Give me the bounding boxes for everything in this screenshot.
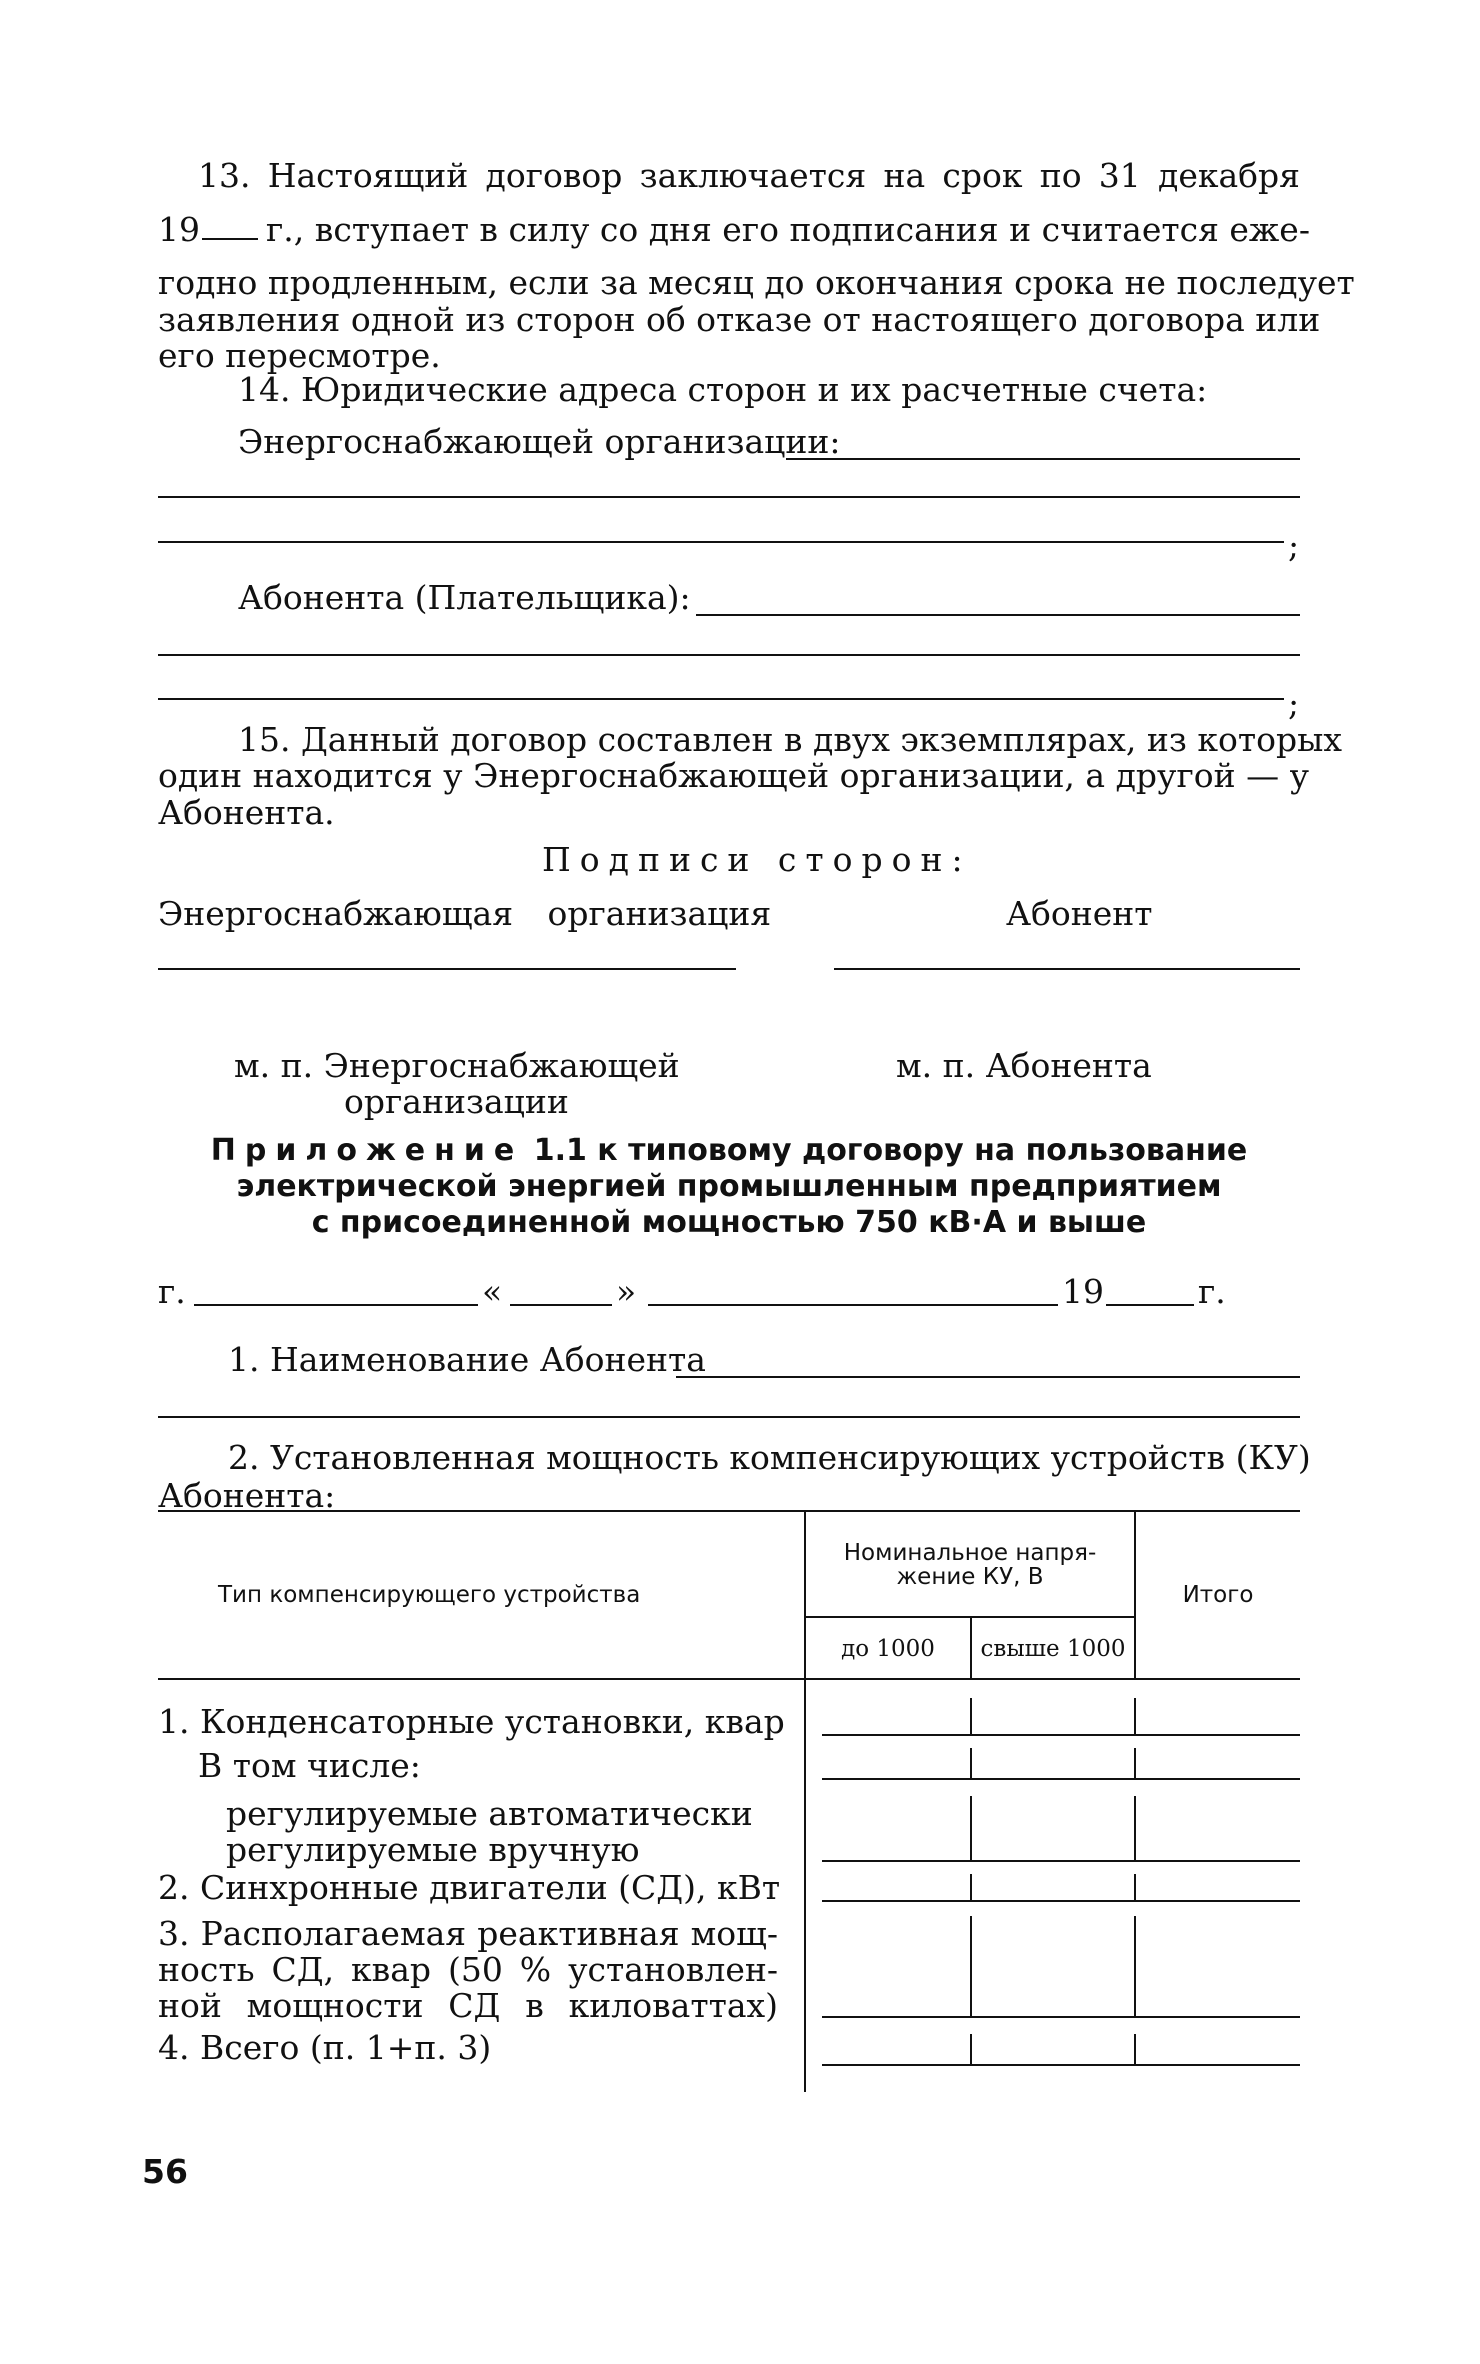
cell-rule-row-1b: [822, 1860, 1300, 1862]
clause-15-line-2: один находится у Энергоснабжающей организации, а другой — у: [158, 756, 1309, 795]
signatures-heading: Подписи сторон:: [542, 840, 972, 879]
table-row-manual-regulated: регулируемые вручную: [226, 1830, 640, 1869]
cell-divider-a-1b: [970, 1796, 972, 1860]
table-row-total: 4. Всего (п. 1+п. 3): [158, 2028, 492, 2067]
cell-divider-a-1a: [970, 1748, 972, 1778]
item-2-line-2: Абонента:: [158, 1476, 336, 1515]
clause-13-line-4: заявления одной из сторон об отказе от настоящего договора или: [158, 300, 1321, 339]
cell-divider-a-1: [970, 1698, 972, 1734]
clause-14-heading: 14. Юридические адреса сторон и их расчетные счета:: [238, 370, 1208, 409]
subscriber-stamp: м. п. Абонента: [896, 1046, 1152, 1085]
supplier-address-label: Энергоснабжающей организации:: [238, 422, 841, 461]
cell-rule-row-3: [822, 2016, 1300, 2018]
supplier-address-line-2: [158, 496, 1300, 498]
cell-divider-b-3: [1134, 1916, 1136, 2016]
clause-13-line-5: его пересмотре.: [158, 336, 441, 375]
subscriber-name-line-1: [676, 1376, 1300, 1378]
supplier-signature-line: [158, 968, 736, 970]
supplier-stamp-line-1: м. п. Энергоснабжающей: [234, 1046, 680, 1085]
item-1-subscriber-name: 1. Наименование Абонента: [228, 1340, 706, 1379]
appendix-title-line-2: электрической энергией промышленным предприятием: [236, 1169, 1222, 1204]
table-row-reactive-power-1: 3. Располагаемая реактивная мощ-: [158, 1914, 778, 1953]
document-page: [142, 0, 1355, 2364]
table-row-capacitor-units: 1. Конденсаторные установки, квар: [158, 1702, 785, 1741]
supplier-address-line-3: [158, 541, 1284, 543]
appendix-title-word: Приложение: [210, 1133, 524, 1168]
date-year-prefix: 19: [1062, 1272, 1104, 1311]
clause-13-line-3: годно продленным, если за месяц до окончания срока не последует: [158, 263, 1355, 302]
subscriber-signature-label: Абонент: [1006, 894, 1153, 933]
table-header-under-1000: до 1000: [841, 1636, 935, 1662]
date-month-line: [648, 1304, 1058, 1306]
year-blank-line: [202, 238, 258, 240]
subscriber-signature-line: [834, 968, 1300, 970]
supplier-signature-label: Энергоснабжающая организация: [158, 894, 772, 933]
subscriber-semicolon: ;: [1288, 684, 1300, 723]
table-row-reactive-power-3: ной мощности СД в киловаттах): [158, 1986, 778, 2025]
subscriber-address-line-1: [696, 614, 1300, 616]
date-quote-open: «: [482, 1272, 503, 1311]
subscriber-address-line-3: [158, 698, 1284, 700]
cell-divider-b-1a: [1134, 1748, 1136, 1778]
table-row-reactive-power-2: ность СД, квар (50 % установлен-: [158, 1950, 778, 1989]
supplier-stamp-line-2: организации: [344, 1082, 569, 1121]
table-top-rule: [158, 1510, 1300, 1512]
cell-divider-a-4: [970, 2034, 972, 2064]
table-header-voltage-line-1: Номинальное напря-: [843, 1540, 1097, 1566]
date-year-line: [1106, 1304, 1194, 1306]
appendix-title-line-3: с присоединенной мощностью 750 кВ·А и выше: [311, 1205, 1147, 1240]
supplier-address-line-1: [786, 458, 1300, 460]
subscriber-name-line-2: [158, 1416, 1300, 1418]
supplier-semicolon: ;: [1288, 526, 1300, 565]
date-city-line: [194, 1304, 478, 1306]
table-header-type: Тип компенсирующего устройства: [218, 1582, 641, 1608]
cell-divider-b-4: [1134, 2034, 1136, 2064]
cell-divider-b-1: [1134, 1698, 1136, 1734]
clause-13-line-2: г., вступает в силу со дня его подписания и считается еже-: [266, 210, 1310, 249]
clause-13-year-prefix: 19: [158, 210, 200, 249]
table-row-including: В том числе:: [198, 1746, 421, 1785]
table-row-auto-regulated: регулируемые автоматически: [226, 1794, 753, 1833]
date-quote-close: »: [616, 1272, 637, 1311]
table-col-divider-1: [804, 1512, 806, 2092]
cell-rule-row-1: [822, 1734, 1300, 1736]
table-header-voltage-line-2: жение КУ, В: [896, 1564, 1044, 1590]
clause-13-line-1: 13. Настоящий договор заключается на срок по 31 декабря: [198, 156, 1300, 195]
table-header-over-1000: свыше 1000: [980, 1636, 1126, 1662]
cell-divider-a-3: [970, 1916, 972, 2016]
appendix-title-line-1: [158, 1134, 1300, 1168]
date-day-line: [510, 1304, 612, 1306]
appendix-title-rest: 1.1 к типовому договору на пользование: [533, 1133, 1248, 1168]
clause-15-line-3: Абонента.: [158, 793, 335, 832]
table-header-total: Итого: [1182, 1582, 1254, 1608]
cell-rule-row-1a: [822, 1778, 1300, 1780]
date-year-suffix: г.: [1198, 1272, 1226, 1311]
clause-15-line-1: 15. Данный договор составлен в двух экземплярах, из которых: [238, 720, 1342, 759]
cell-divider-b-2: [1134, 1874, 1136, 1900]
cell-divider-a-2: [970, 1874, 972, 1900]
subscriber-address-line-2: [158, 654, 1300, 656]
item-2-line-1: 2. Установленная мощность компенсирующих устройств (КУ): [228, 1438, 1311, 1477]
subscriber-address-label: Абонента (Плательщика):: [238, 578, 691, 617]
table-header-bottom-rule: [158, 1678, 1300, 1680]
date-city-label: г.: [158, 1272, 186, 1311]
cell-rule-row-2: [822, 1900, 1300, 1902]
table-row-synchronous-motors: 2. Синхронные двигатели (СД), кВт: [158, 1868, 781, 1907]
page-number: 56: [142, 2152, 188, 2191]
cell-divider-b-1b: [1134, 1796, 1136, 1860]
cell-rule-row-4: [822, 2064, 1300, 2066]
